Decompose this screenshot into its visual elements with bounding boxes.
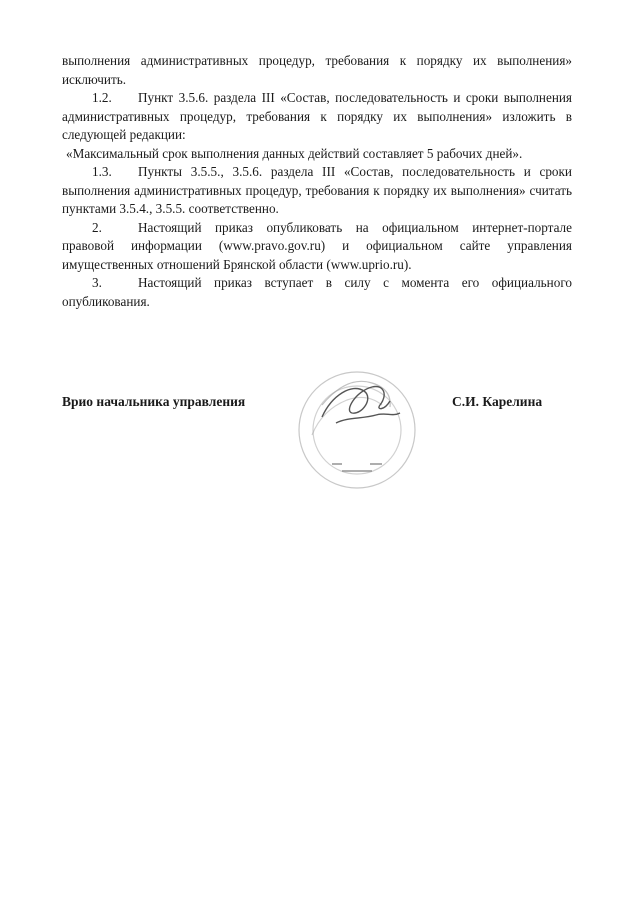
item-text-1-2: Пункт 3.5.6. раздела III «Состав, последовательность и сроки выполнения административных процедур, требования к порядку их выполнения» изложить в следующей редакции: [62, 90, 572, 142]
signatory-name: С.И. Карелина [452, 394, 543, 409]
seal-stamp-icon [292, 365, 422, 495]
item-number-2: 2. [92, 219, 102, 235]
signatory-position: Врио начальника управления [62, 394, 246, 409]
item-text-1-3: Пункты 3.5.5., 3.5.6. раздела III «Состав, последовательность и сроки выполнения административных процедур, требования к порядку их выполнения» считать пунктами 3.5.4., 3.5.5. соответственно. [62, 164, 572, 216]
paragraph-3 [62, 274, 572, 311]
paragraph-2 [62, 219, 572, 275]
document-body [62, 52, 572, 311]
item-number-1-3: 1.3. [92, 164, 112, 179]
paragraph-1-3 [62, 163, 572, 219]
item-text-2: Настоящий приказ опубликовать на официальном интернет-портале правовой информации (www.pravo.gov.ru) и официальном сайте управления имущественных отношений Брянской области (www.uprio.ru). [62, 219, 572, 272]
paragraph-1-2 [62, 89, 572, 145]
item-text-3: Настоящий приказ вступает в силу с момента его официального опубликования. [62, 275, 572, 309]
quote-paragraph: «Максимальный срок выполнения данных действий составляет 5 рабочих дней». [66, 145, 523, 161]
item-number-1-2: 1.2. [92, 90, 112, 105]
paragraph-1: выполнения административных процедур, требования к порядку их выполнения» исключить. [62, 53, 572, 87]
item-number-3: 3. [92, 275, 102, 290]
